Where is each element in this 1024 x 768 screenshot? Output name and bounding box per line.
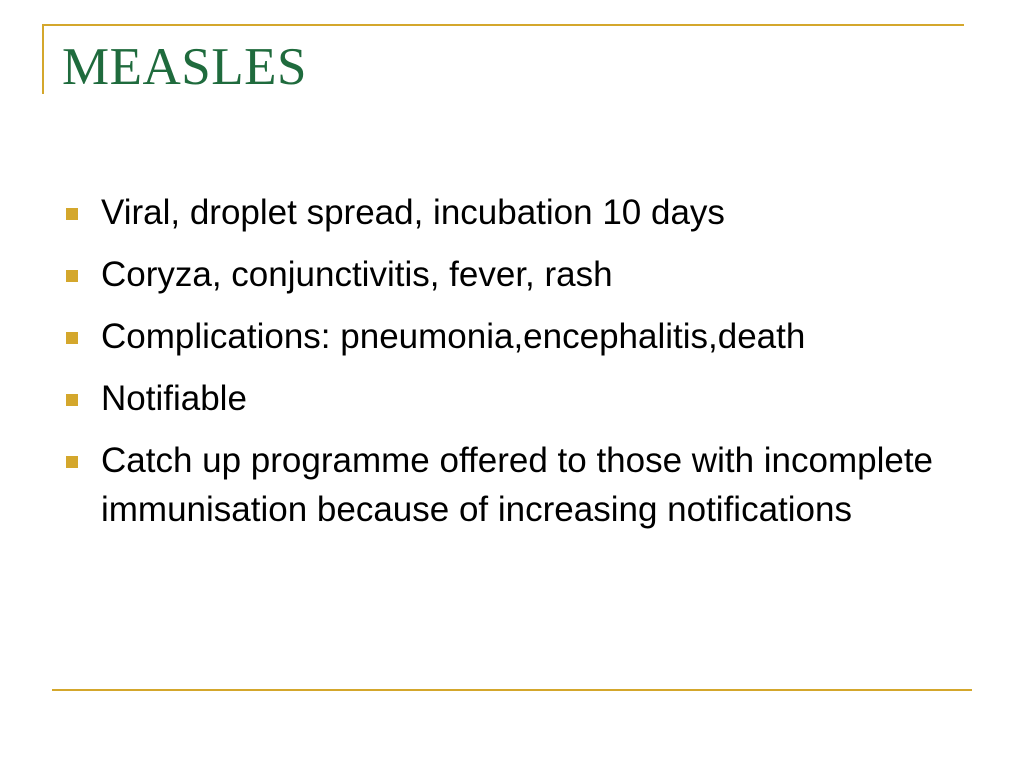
square-bullet-icon	[66, 456, 78, 468]
bullet-text: Catch up programme offered to those with incomplete immunisation because of increasing notifications	[101, 441, 934, 529]
bullet-text: Coryza, conjunctivitis, fever, rash	[101, 255, 613, 294]
slide-title: MEASLES	[62, 38, 307, 96]
bullet-item	[64, 436, 974, 534]
square-bullet-icon	[66, 208, 78, 220]
square-bullet-icon	[66, 270, 78, 282]
bullet-text: Complications: pneumonia,encephalitis,death	[101, 317, 806, 356]
bullet-item	[64, 374, 974, 423]
bullet-list	[64, 188, 974, 547]
top-rule	[42, 24, 964, 26]
bullet-item	[64, 188, 974, 237]
square-bullet-icon	[66, 394, 78, 406]
bullet-item	[64, 312, 974, 361]
bullet-text: Notifiable	[101, 379, 247, 418]
left-rule	[42, 24, 44, 94]
bottom-rule	[52, 689, 972, 691]
bullet-text: Viral, droplet spread, incubation 10 days	[101, 193, 725, 232]
bullet-item	[64, 250, 974, 299]
square-bullet-icon	[66, 332, 78, 344]
